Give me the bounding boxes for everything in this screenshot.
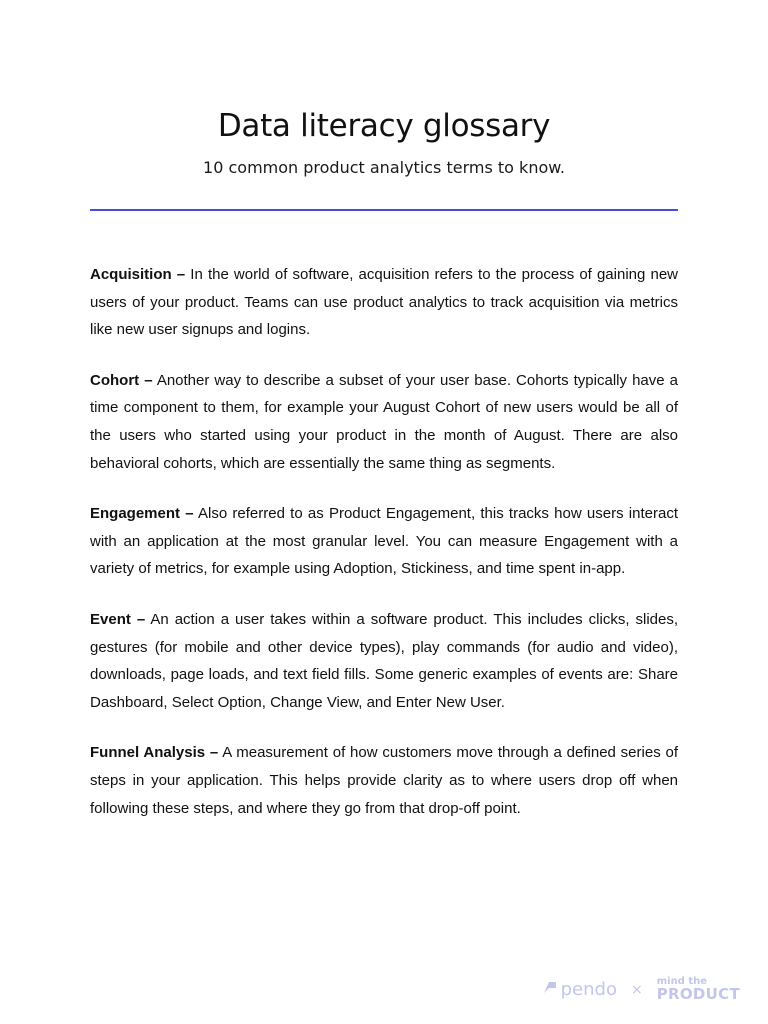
mind-the-product-logo [657,977,740,1002]
glossary-list [90,261,678,845]
glossary-definition: In the world of software, acquisition refers to the process of gaining new users of your product. Teams can use product analytics to track acquisition via metrics like new user signups and logins. [90,266,678,339]
pendo-logo [542,979,617,1000]
page-subtitle: 10 common product analytics terms to know. [203,158,565,177]
pendo-wordmark: pendo [560,979,617,1000]
glossary-entry-engagement [90,500,678,583]
glossary-entry-cohort [90,367,678,477]
glossary-term: Acquisition – [90,266,186,283]
glossary-term: Funnel Analysis – [90,744,219,762]
logo-separator: × [630,981,643,998]
page-title: Data literacy glossary [217,108,551,144]
glossary-entry-acquisition [90,261,678,344]
footer-logos [542,977,740,1002]
header-divider [90,209,678,211]
glossary-entry-funnel-analysis [90,739,678,822]
glossary-definition: A measurement of how customers move through a defined series of steps in your application. This helps provide clarity as to where users drop off when following these steps, and where they go from that drop-off point. [90,744,679,817]
glossary-term: Cohort – [90,371,153,389]
glossary-definition: Another way to describe a subset of your user base. Cohorts typically have a time component to them, for example your August Cohort of new users would be all of the users who started using your product in the month of August. There are also behavioral cohorts, which are essentially the same thing as segments. [90,371,679,472]
glossary-definition: An action a user takes within a software product. This includes clicks, slides, gestures (for mobile and other device types), play commands (for audio and video), downloads, page loads, and text field fills. Some generic examples of events are: Share Dashboard, Select Option, Change View, and Enter New User. [90,610,679,711]
glossary-term: Engagement – [90,505,194,523]
glossary-term: Event – [90,610,146,628]
mind-the-product-top: mind the [656,976,708,987]
mind-the-product-bottom: PRODUCT [656,985,740,1003]
glossary-entry-event [90,606,678,716]
glossary-definition: Also referred to as Product Engagement, this tracks how users interact with an application at the most granular level. You can measure Engagement with a variety of metrics, for example using Adoption, Stickiness, and time spent in-app. [90,505,678,578]
pendo-mark-icon [542,979,558,1000]
